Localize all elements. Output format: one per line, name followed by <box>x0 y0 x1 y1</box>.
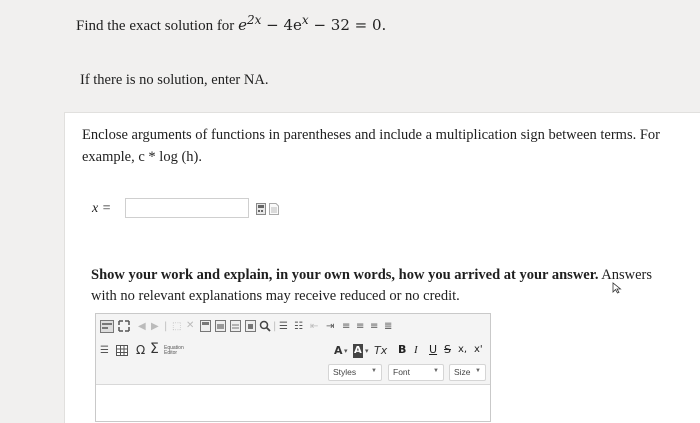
indent-icon[interactable]: ⇥ <box>326 321 335 332</box>
source-icon[interactable] <box>100 320 114 333</box>
bulleted-list-icon[interactable]: ☷ <box>294 321 303 332</box>
styles-dropdown-label: Styles <box>333 367 357 377</box>
chevron-down-icon: ▼ <box>371 368 377 374</box>
superscript-button[interactable]: x' <box>474 344 483 355</box>
size-dropdown-label: Size <box>454 367 471 377</box>
background-color-button[interactable]: A <box>354 345 362 356</box>
equation: $e^{2x} - 4e^x - 32 = 0$. <box>238 13 387 34</box>
paste-text-icon[interactable] <box>230 320 241 332</box>
align-right-icon[interactable]: ≡ <box>370 321 379 332</box>
question-prefix: Find the exact solution for <box>76 18 239 34</box>
editor-toolbar-row-2 <box>96 340 490 362</box>
paste-icon[interactable] <box>215 320 226 332</box>
rich-text-editor <box>95 313 491 422</box>
show-work-normal: Answers with no relevant explanations may receive reduced or no credit. <box>91 267 653 304</box>
redo-icon[interactable]: ▶ <box>151 321 159 332</box>
numbered-list-icon[interactable]: ☰ <box>279 321 288 332</box>
align-left-icon[interactable]: ≡ <box>342 321 351 332</box>
equation-editor-label: Equation Editor <box>164 345 184 356</box>
chevron-down-icon: ▼ <box>433 368 439 374</box>
preview-icon[interactable] <box>269 203 279 215</box>
find-icon[interactable] <box>259 320 271 332</box>
horizontal-rule-icon[interactable]: ☰ <box>100 345 109 356</box>
format-instruction: Enclose arguments of functions in parentheses and include a multiplication sign between terms. For example, c * log (h). <box>82 127 660 165</box>
maximize-icon[interactable] <box>118 320 130 332</box>
show-work-bold: Show your work and explain, in your own words, how you arrived at your answer. <box>91 267 599 283</box>
justify-icon[interactable]: ≣ <box>384 321 393 332</box>
equation-editor-icon[interactable] <box>256 203 266 215</box>
chevron-down-icon: ▼ <box>475 368 481 374</box>
equation-editor-button[interactable]: Σ <box>150 341 159 357</box>
answer-input[interactable] <box>125 198 249 218</box>
undo-icon[interactable]: ◀ <box>138 321 146 332</box>
separator-icon: | <box>164 321 168 332</box>
copy-format-icon[interactable]: ⬚ <box>172 321 182 332</box>
align-center-icon[interactable]: ≡ <box>356 321 365 332</box>
answer-label: x = <box>92 201 112 216</box>
text-color-button[interactable]: A <box>334 344 343 357</box>
font-dropdown[interactable] <box>388 364 444 381</box>
cut-icon[interactable]: ✕ <box>186 320 195 331</box>
toolbar-separator: | <box>273 321 277 332</box>
remove-format-button[interactable]: Tx <box>374 344 388 357</box>
bold-button[interactable]: B <box>398 343 407 356</box>
paste-word-icon[interactable] <box>245 320 256 332</box>
underline-button[interactable]: U <box>429 343 438 356</box>
question-text <box>76 13 386 35</box>
editor-toolbar-row-3 <box>96 362 490 385</box>
strikethrough-button[interactable]: S <box>444 343 451 356</box>
copy-icon[interactable] <box>200 320 211 332</box>
italic-button[interactable]: I <box>414 344 418 356</box>
size-dropdown[interactable] <box>449 364 486 381</box>
styles-dropdown[interactable] <box>328 364 382 381</box>
table-icon[interactable] <box>116 345 128 356</box>
editor-toolbar-row-1 <box>96 314 490 341</box>
na-instruction: If there is no solution, enter NA. <box>80 72 269 88</box>
subscript-button[interactable]: x, <box>458 344 468 355</box>
mouse-cursor-icon <box>612 282 622 294</box>
special-char-button[interactable]: Ω <box>136 343 146 357</box>
font-dropdown-label: Font <box>393 367 411 377</box>
text-color-dropdown-icon[interactable]: ▾ <box>344 347 348 355</box>
editor-text-area[interactable] <box>96 385 490 421</box>
show-work-instruction <box>91 265 671 307</box>
background-color-dropdown-icon[interactable]: ▾ <box>365 347 369 355</box>
outdent-icon[interactable]: ⇤ <box>310 321 319 332</box>
